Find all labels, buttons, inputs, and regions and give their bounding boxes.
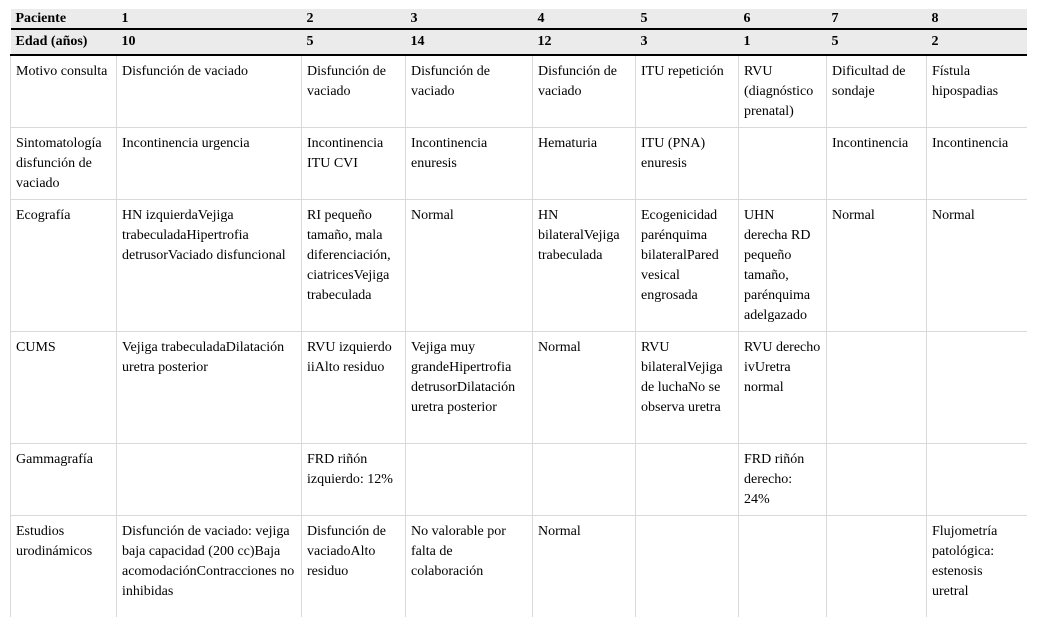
age-patient-8: 2 [927,29,1028,55]
row-label: Estudios urodinámicos [11,516,117,618]
age-patient-2: 5 [302,29,406,55]
table-cell: Incontinencia [827,128,927,200]
table-cell: Disfunción de vaciado [533,55,636,128]
patients-table [10,9,1027,617]
table-cell: Incontinencia ITU CVI [302,128,406,200]
table-row-cums [11,332,1028,444]
table-row-sintomatologia [11,128,1028,200]
table-cell: Vejiga muy grandeHipertrofia detrusorDilatación uretra posterior [406,332,533,444]
header-patient-2: 2 [302,9,406,29]
age-patient-6: 1 [739,29,827,55]
table-cell: Normal [533,332,636,444]
header-label-age: Edad (años) [11,29,117,55]
table-cell: Vejiga trabeculadaDilatación uretra posterior [117,332,302,444]
table-cell: RVU bilateralVejiga de luchaNo se observa uretra [636,332,739,444]
header-patient-5: 5 [636,9,739,29]
header-label-patient: Paciente [11,9,117,29]
table-cell: Normal [406,200,533,332]
table-cell: Incontinencia enuresis [406,128,533,200]
table-cell: Dificultad de sondaje [827,55,927,128]
table-cell: RVU derecho ivUretra normal [739,332,827,444]
table-cell [533,444,636,516]
table-cell [636,516,739,618]
table-cell [827,332,927,444]
row-label: Gammagrafía [11,444,117,516]
header-patient-3: 3 [406,9,533,29]
header-patient-6: 6 [739,9,827,29]
age-patient-4: 12 [533,29,636,55]
table-row-motivo-consulta [11,55,1028,128]
table-cell [827,516,927,618]
table-cell: Disfunción de vaciadoAlto residuo [302,516,406,618]
table-cell: RVU izquierdo iiAlto residuo [302,332,406,444]
table-cell [117,444,302,516]
row-label: CUMS [11,332,117,444]
table-cell: Disfunción de vaciado [302,55,406,128]
table-cell [827,444,927,516]
header-patient-1: 1 [117,9,302,29]
table-cell: Disfunción de vaciado [117,55,302,128]
table-row-estudios-urodinamicos [11,516,1028,618]
table-cell: UHN derecha RD pequeño tamaño, parénquima adelgazado [739,200,827,332]
table-cell: Incontinencia [927,128,1028,200]
age-patient-1: 10 [117,29,302,55]
age-patient-7: 5 [827,29,927,55]
table-cell: Normal [533,516,636,618]
table-cell: Normal [927,200,1028,332]
table-cell [739,516,827,618]
table-cell: HN bilateralVejiga trabeculada [533,200,636,332]
age-patient-3: 14 [406,29,533,55]
table-cell [739,128,827,200]
table-cell [406,444,533,516]
table-cell: Disfunción de vaciado: vejiga baja capacidad (200 cc)Baja acomodaciónContracciones no inhibidas [117,516,302,618]
table-cell: Ecogenicidad parénquima bilateralPared vesical engrosada [636,200,739,332]
table-row-ecografia [11,200,1028,332]
header-patient-4: 4 [533,9,636,29]
header-row-age [11,29,1028,55]
clinical-table-container [10,9,1027,617]
row-label: Motivo consulta [11,55,117,128]
header-row-patient [11,9,1028,29]
table-cell: Hematuria [533,128,636,200]
table-cell: Disfunción de vaciado [406,55,533,128]
table-cell: Normal [827,200,927,332]
table-cell [636,444,739,516]
table-cell: RVU (diagnóstico prenatal) [739,55,827,128]
table-cell: ITU repetición [636,55,739,128]
row-label: Ecografía [11,200,117,332]
table-cell: Flujometría patológica: estenosis uretral [927,516,1028,618]
table-cell [927,332,1028,444]
table-cell: HN izquierdaVejiga trabeculadaHipertrofia detrusorVaciado disfuncional [117,200,302,332]
row-label: Sintomatología disfunción de vaciado [11,128,117,200]
table-cell: FRD riñón izquierdo: 12% [302,444,406,516]
header-patient-7: 7 [827,9,927,29]
table-cell: No valorable por falta de colaboración [406,516,533,618]
header-patient-8: 8 [927,9,1028,29]
table-row-gammagrafia [11,444,1028,516]
table-cell: Fístula hipospadias [927,55,1028,128]
table-cell: FRD riñón derecho: 24% [739,444,827,516]
age-patient-5: 3 [636,29,739,55]
table-cell: Incontinencia urgencia [117,128,302,200]
table-cell [927,444,1028,516]
table-cell: ITU (PNA) enuresis [636,128,739,200]
table-cell: RI pequeño tamaño, mala diferenciación, ciatricesVejiga trabeculada [302,200,406,332]
